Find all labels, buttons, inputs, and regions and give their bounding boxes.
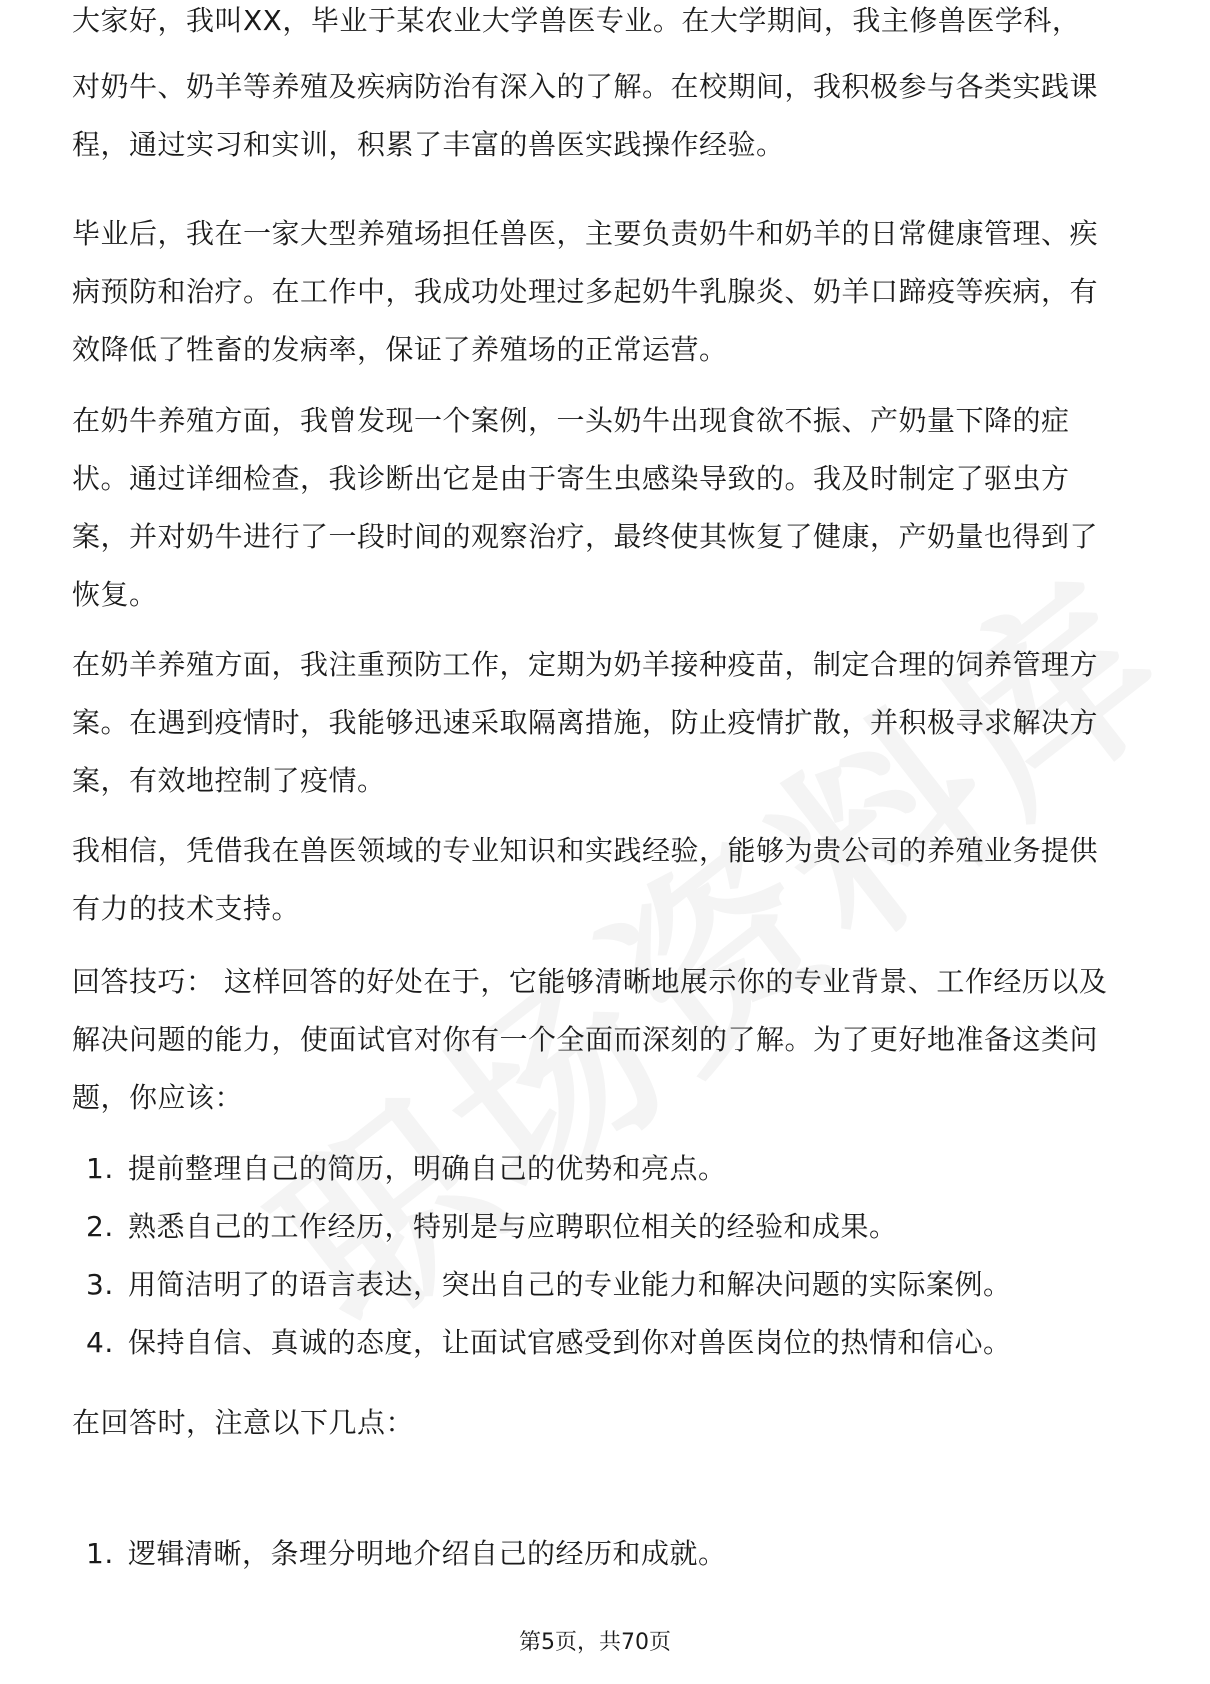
list-item	[72, 1198, 1122, 1256]
partial-top-line	[72, 4, 1122, 58]
paragraph-education: 对奶牛、奶羊等养殖及疾病防治有深入的了解。在校期间，我积极参与各类实践课程，通过实习和实训，积累了丰富的兽医实践操作经验。	[72, 70, 1099, 161]
list-item-text: 熟悉自己的工作经历，特别是与应聘职位相关的经验和成果。	[128, 1210, 898, 1243]
list-item-text: 用简洁明了的语言表达，突出自己的专业能力和解决问题的实际案例。	[128, 1268, 1012, 1301]
list-item-number: 1.	[86, 1537, 114, 1570]
list-item-number: 3.	[86, 1268, 114, 1301]
list-item-text: 保持自信、真诚的态度，让面试官感受到你对兽医岗位的热情和信心。	[128, 1326, 1012, 1359]
tips-list	[72, 1140, 1122, 1372]
notes-intro: 在回答时，注意以下几点：	[72, 1406, 415, 1439]
list-item	[72, 1256, 1122, 1314]
list-item-text: 逻辑清晰，条理分明地介绍自己的经历和成就。	[128, 1537, 727, 1570]
list-item-number: 4.	[86, 1326, 114, 1359]
paragraph-work-experience: 毕业后，我在一家大型养殖场担任兽医，主要负责奶牛和奶羊的日常健康管理、疾病预防和治疗。在工作中，我成功处理过多起奶牛乳腺炎、奶羊口蹄疫等疾病，有效降低了牲畜的发病率，保证了养殖场的正常运营。	[72, 217, 1099, 366]
list-item-number: 1.	[86, 1152, 114, 1185]
partial-top-line-text: 大家好，我叫XX，毕业于某农业大学兽医专业。在大学期间，我主修兽医学科，	[72, 4, 1081, 37]
notes-list	[72, 1525, 1122, 1583]
paragraph-conclusion: 我相信，凭借我在兽医领域的专业知识和实践经验，能够为贵公司的养殖业务提供有力的技术支持。	[72, 834, 1099, 925]
paragraph-goat-case: 在奶羊养殖方面，我注重预防工作，定期为奶羊接种疫苗，制定合理的饲养管理方案。在遇到疫情时，我能够迅速采取隔离措施，防止疫情扩散，并积极寻求解决方案，有效地控制了疫情。	[72, 648, 1099, 797]
list-item-text: 提前整理自己的简历，明确自己的优势和亮点。	[128, 1152, 727, 1185]
paragraph-cow-case: 在奶牛养殖方面，我曾发现一个案例，一头奶牛出现食欲不振、产奶量下降的症状。通过详细检查，我诊断出它是由于寄生虫感染导致的。我及时制定了驱虫方案，并对奶牛进行了一段时间的观察治疗，最终使其恢复了健康，产奶量也得到了恢复。	[72, 404, 1099, 611]
list-item	[72, 1525, 1122, 1583]
list-item	[72, 1140, 1122, 1198]
page-number-footer: 第5页，共70页	[519, 1630, 671, 1655]
list-item	[72, 1314, 1122, 1372]
paragraph-answer-tips: 回答技巧： 这样回答的好处在于，它能够清晰地展示你的专业背景、工作经历以及解决问题的能力，使面试官对你有一个全面而深刻的了解。为了更好地准备这类问题，你应该：	[72, 965, 1108, 1114]
list-item-number: 2.	[86, 1210, 114, 1243]
